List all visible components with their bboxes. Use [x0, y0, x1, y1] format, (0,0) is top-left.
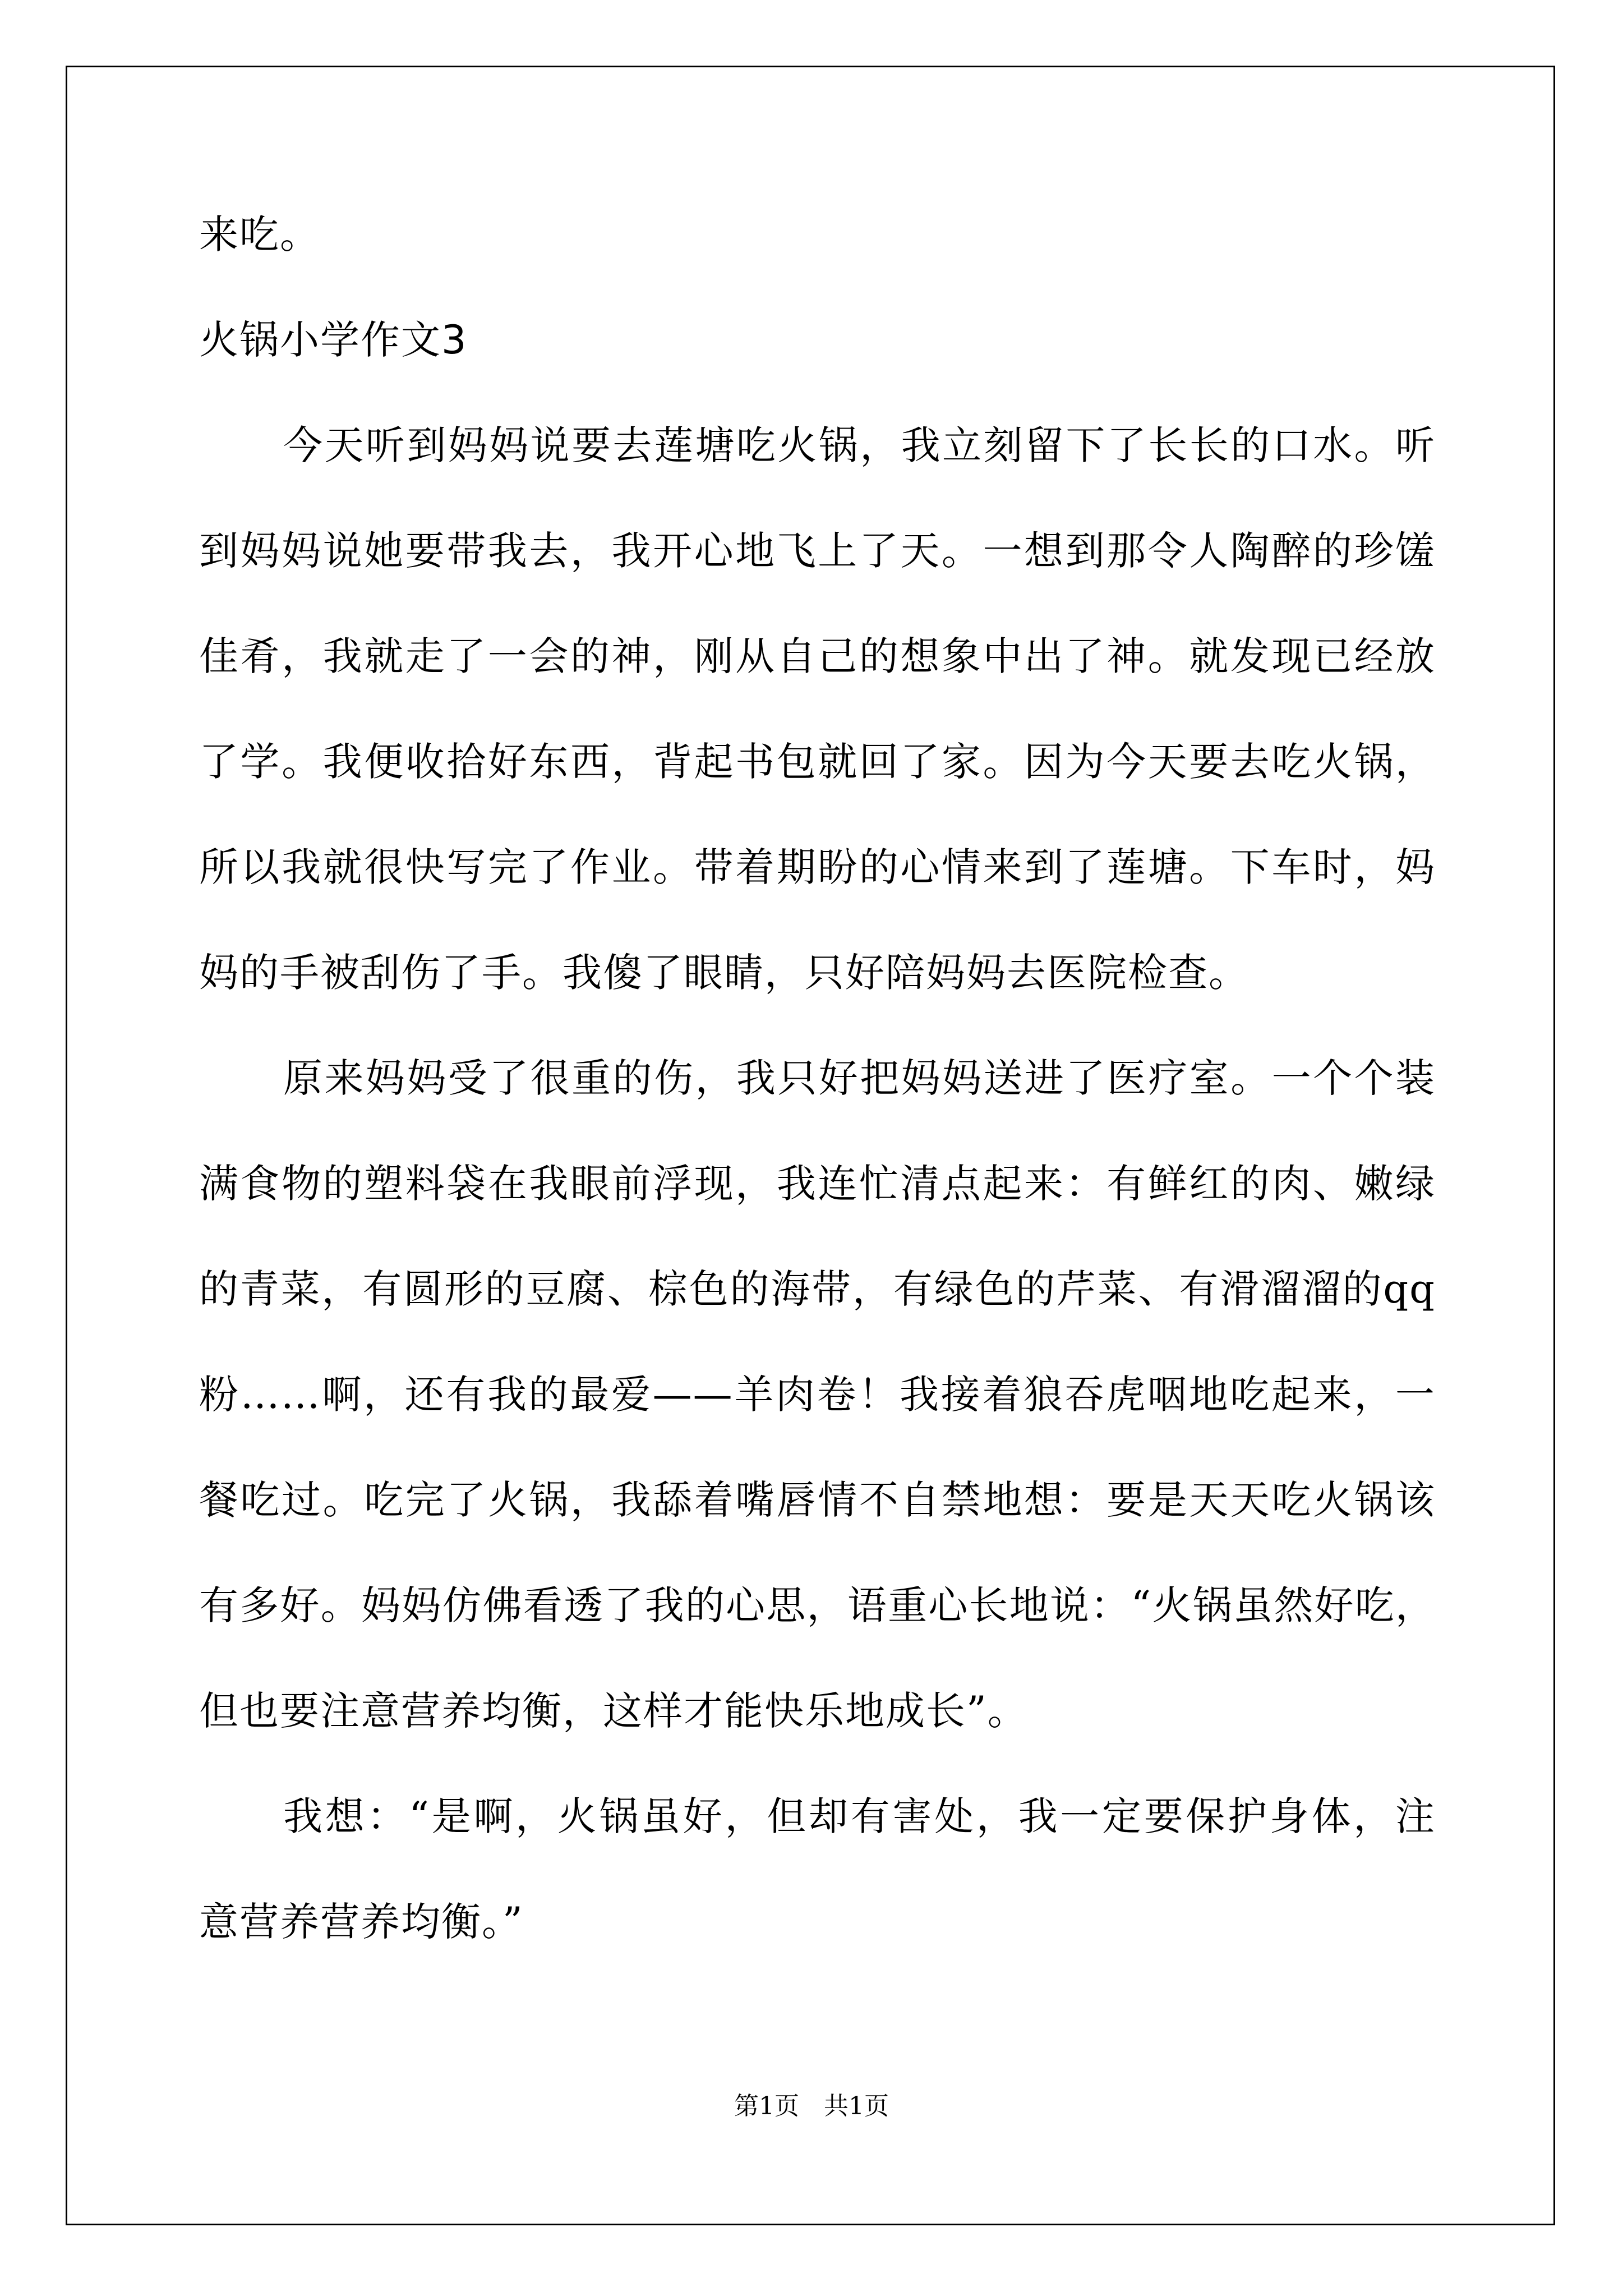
text-line: 餐吃过。吃完了火锅，我舔着嘴唇情不自禁地想：要是天天吃火锅该 — [199, 1477, 1436, 1523]
text-line: 满食物的塑料袋在我眼前浮现，我连忙清点起来：有鲜红的肉、嫩绿 — [199, 1161, 1436, 1207]
text-line: 粉……啊，还有我的最爱——羊肉卷！我接着狼吞虎咽地吃起来，一 — [199, 1372, 1436, 1418]
text-line: 了学。我便收拾好东西，背起书包就回了家。因为今天要去吃火锅， — [199, 739, 1436, 785]
text-line: 妈的手被刮伤了手。我傻了眼睛，只好陪妈妈去医院检查。 — [199, 950, 1249, 996]
text-line: 但也要注意营养均衡，这样才能快乐地成长”。 — [199, 1688, 1028, 1734]
text-line: 来吃。 — [199, 211, 320, 257]
text-line: 意营养营养均衡。” — [199, 1899, 524, 1945]
text-line: 今天听到妈妈说要去莲塘吃火锅，我立刻留下了长长的口水。听 — [283, 422, 1436, 468]
text-line: 佳肴，我就走了一会的神，刚从自己的想象中出了神。就发现已经放 — [199, 633, 1436, 679]
text-line: 有多好。妈妈仿佛看透了我的心思，语重心长地说：“火锅虽然好吃， — [199, 1582, 1436, 1628]
text-line: 到妈妈说她要带我去，我开心地飞上了天。一想到那令人陶醉的珍馐 — [199, 528, 1436, 574]
document-body — [199, 211, 1436, 2008]
essay-title: 火锅小学作文3 — [199, 317, 468, 363]
text-line: 原来妈妈受了很重的伤，我只好把妈妈送进了医疗室。一个个装 — [283, 1055, 1436, 1101]
page-footer: 第1页 共1页 — [734, 2092, 889, 2120]
text-line: 所以我就很快写完了作业。带着期盼的心情来到了莲塘。下车时，妈 — [199, 844, 1436, 890]
text-line: 的青菜，有圆形的豆腐、棕色的海带，有绿色的芹菜、有滑溜溜的qq — [199, 1266, 1436, 1312]
text-line: 我想：“是啊，火锅虽好，但却有害处，我一定要保护身体，注 — [283, 1793, 1436, 1839]
